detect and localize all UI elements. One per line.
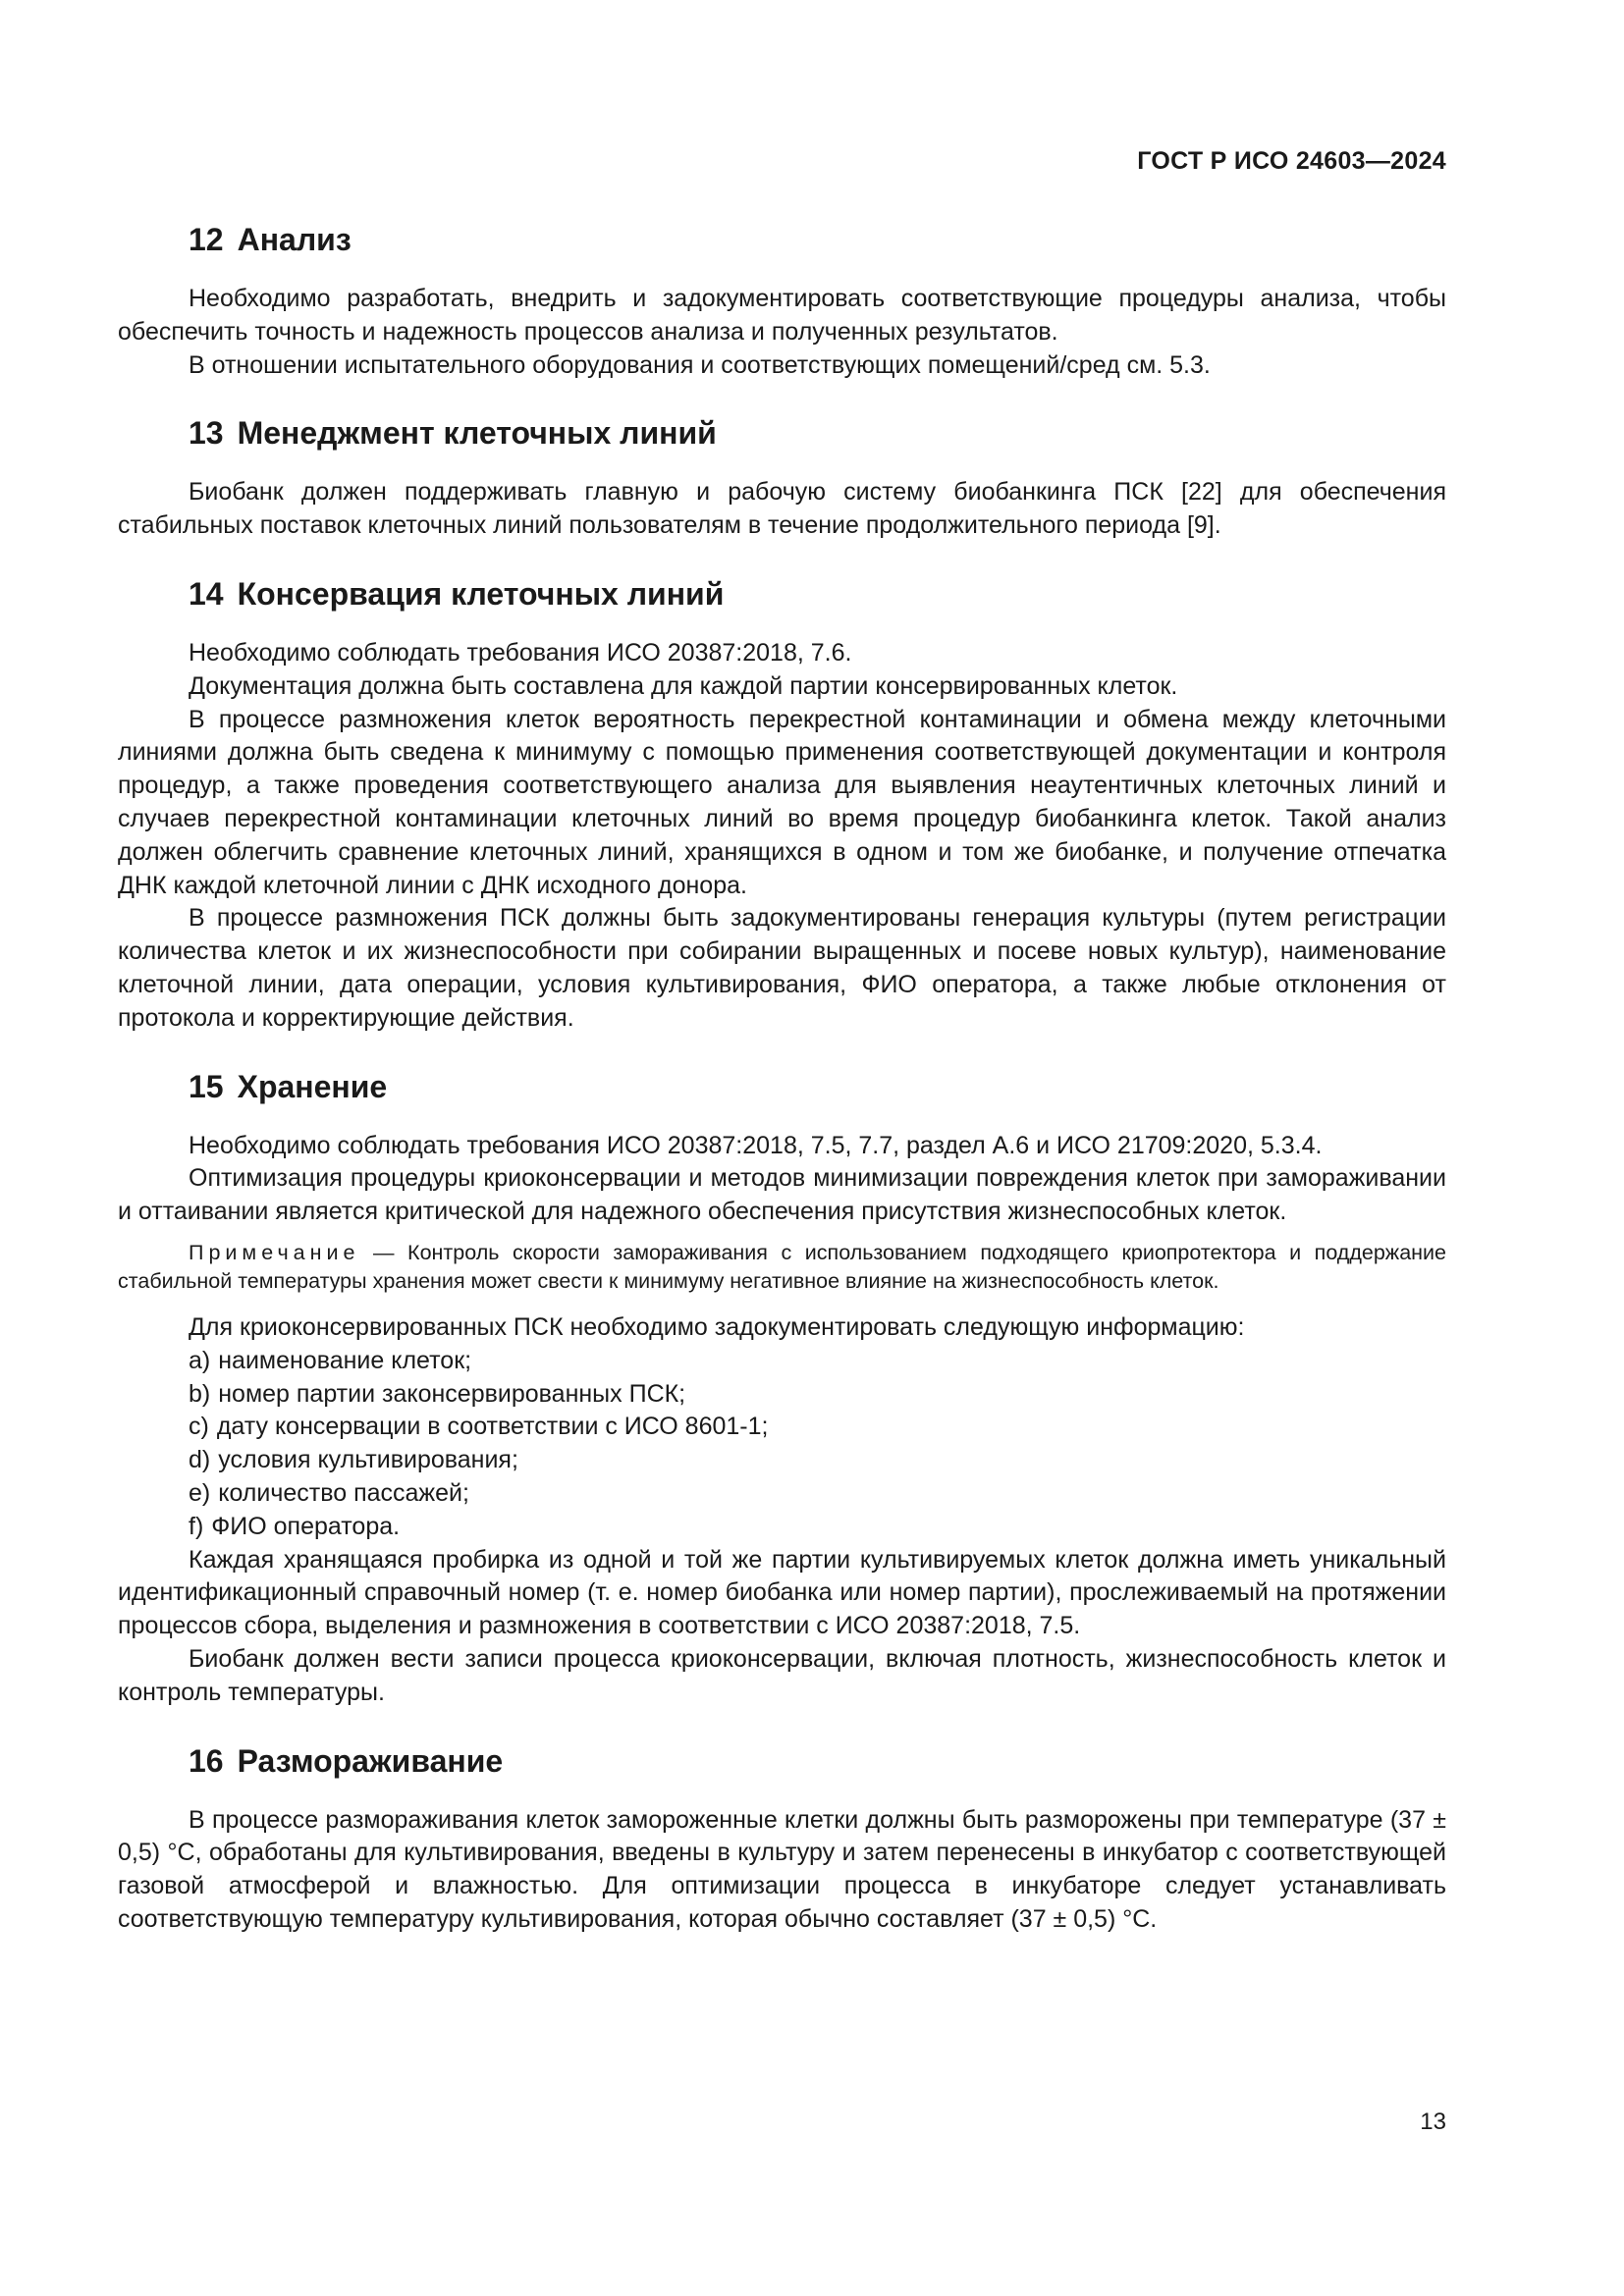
paragraph: В отношении испытательного оборудования и соответствующих помещений/сред см. 5.3.	[189, 350, 1211, 379]
list-text: дату консервации в соответствии с ИСО 8601-1;	[216, 1413, 769, 1441]
section-title: Хранение	[237, 1068, 388, 1104]
list-item	[118, 1378, 1446, 1412]
paragraph: В процессе размножения ПСК должны быть задокументированы генерация культуры (путем регистрации количества клеток и их жизнеспособности при собирании выращенных и посеве новых культур), наименование клеточной линии, дата операции, условия культивирования, ФИО оператора, а также любые отклонения от протокола и корректирующие действия.	[118, 904, 1446, 1032]
section-title: Размораживание	[237, 1742, 504, 1779]
paragraph: В процессе размораживания клеток замороженные клетки должны быть разморожены при температуре (37 ± 0,5) °С, обработаны для культивирования, введены в культуру и затем перенесены в инкубатор с соответствующей газовой атмосферой и влажностью. Для оптимизации процесса в инкубаторе следует устанавливать соответствующую температуру культивирования, которая обычно составляет (37 ± 0,5) °С.	[118, 1805, 1446, 1933]
section-12	[118, 218, 1446, 382]
document-header: ГОСТ Р ИСО 24603—2024	[1137, 147, 1446, 175]
list-marker: a)	[189, 1346, 211, 1374]
paragraph: Необходимо разработать, внедрить и задокументировать соответствующие процедуры анализа, чтобы обеспечить точность и надежность процессов анализа и полученных результатов.	[118, 285, 1446, 346]
section-title: Консервация клеточных линий	[237, 575, 725, 612]
list-marker: d)	[189, 1446, 211, 1474]
requirements-list	[118, 1345, 1446, 1544]
list-text: количество пассажей;	[218, 1478, 469, 1507]
list-item	[118, 1444, 1446, 1477]
list-marker: b)	[189, 1379, 211, 1408]
list-marker: c)	[189, 1413, 209, 1441]
paragraph: Биобанк должен поддерживать главную и рабочую систему биобанкинга ПСК [22] для обеспечения стабильных поставок клеточных линий пользователям в течение продолжительного периода [9].	[118, 478, 1446, 540]
section-heading	[118, 1739, 1446, 1783]
list-item	[118, 1477, 1446, 1511]
page-number: 13	[1420, 2109, 1446, 2135]
paragraph: Документация должна быть составлена для каждой партии консервированных клеток.	[189, 671, 1178, 700]
section-16	[118, 1739, 1446, 1937]
paragraph: Каждая хранящаяся пробирка из одной и той же партии культивируемых клеток должна иметь уникальный идентификационный справочный номер (т. е. номер биобанка или номер партии), прослеживаемый на протяжении процессов сбора, выделения и размножения в соответствии с ИСО 20387:2018, 7.5.	[118, 1545, 1446, 1640]
section-title: Менеджмент клеточных линий	[237, 415, 717, 452]
section-heading	[118, 411, 1446, 454]
paragraph: Необходимо соблюдать требования ИСО 20387:2018, 7.6.	[189, 638, 852, 667]
section-15	[118, 1065, 1446, 1710]
list-text: ФИО оператора.	[211, 1512, 401, 1540]
section-number: 15	[189, 1068, 224, 1104]
section-13	[118, 411, 1446, 543]
document-body	[118, 218, 1446, 1966]
list-item	[118, 1345, 1446, 1378]
section-number: 12	[189, 222, 224, 257]
paragraph: В процессе размножения клеток вероятность перекрестной контаминации и обмена между клеточными линиями должна быть сведена к минимуму с помощью применения соответствующей документации и контроля процедур, а также проведения соответствующего анализа для выявления неаутентичных клеточных линий и случаев перекрестной контаминации клеточных линий во время процедур биобанкинга клеток. Такой анализ должен облегчить сравнение клеточных линий, хранящихся в одном и том же биобанке, и получение отпечатка ДНК каждой клеточной линии с ДНК исходного донора.	[118, 705, 1446, 899]
section-title: Анализ	[237, 222, 352, 257]
list-item	[118, 1411, 1446, 1444]
list-marker: e)	[189, 1478, 211, 1507]
paragraph: Для криоконсервированных ПСК необходимо задокументировать следующую информацию:	[189, 1312, 1245, 1341]
section-number: 14	[189, 575, 224, 612]
paragraph: Биобанк должен вести записи процесса криоконсервации, включая плотность, жизнеспособность клеток и контроль температуры.	[118, 1644, 1446, 1706]
note	[118, 1239, 1446, 1296]
paragraph: Оптимизация процедуры криоконсервации и методов минимизации повреждения клеток при замораживании и оттаивании является критической для надежного обеспечения присутствия жизнеспособных клеток.	[118, 1164, 1446, 1226]
section-14	[118, 572, 1446, 1036]
section-heading	[118, 218, 1446, 261]
section-heading	[118, 1065, 1446, 1108]
note-text: — Контроль скорости замораживания с использованием подходящего криопротектора и поддержание стабильной температуры хранения может свести к минимуму негативное влияние на жизнеспособность клеток.	[118, 1240, 1446, 1293]
list-item	[118, 1511, 1446, 1544]
list-text: наименование клеток;	[218, 1346, 472, 1374]
list-text: номер партии законсервированных ПСК;	[218, 1379, 686, 1408]
section-number: 16	[189, 1742, 224, 1779]
note-label: Примечание	[189, 1240, 360, 1264]
list-text: условия культивирования;	[218, 1446, 518, 1474]
section-heading	[118, 572, 1446, 615]
list-marker: f)	[189, 1512, 204, 1540]
section-number: 13	[189, 415, 224, 452]
paragraph: Необходимо соблюдать требования ИСО 20387:2018, 7.5, 7.7, раздел А.6 и ИСО 21709:2020, 5.3.4.	[189, 1131, 1323, 1159]
